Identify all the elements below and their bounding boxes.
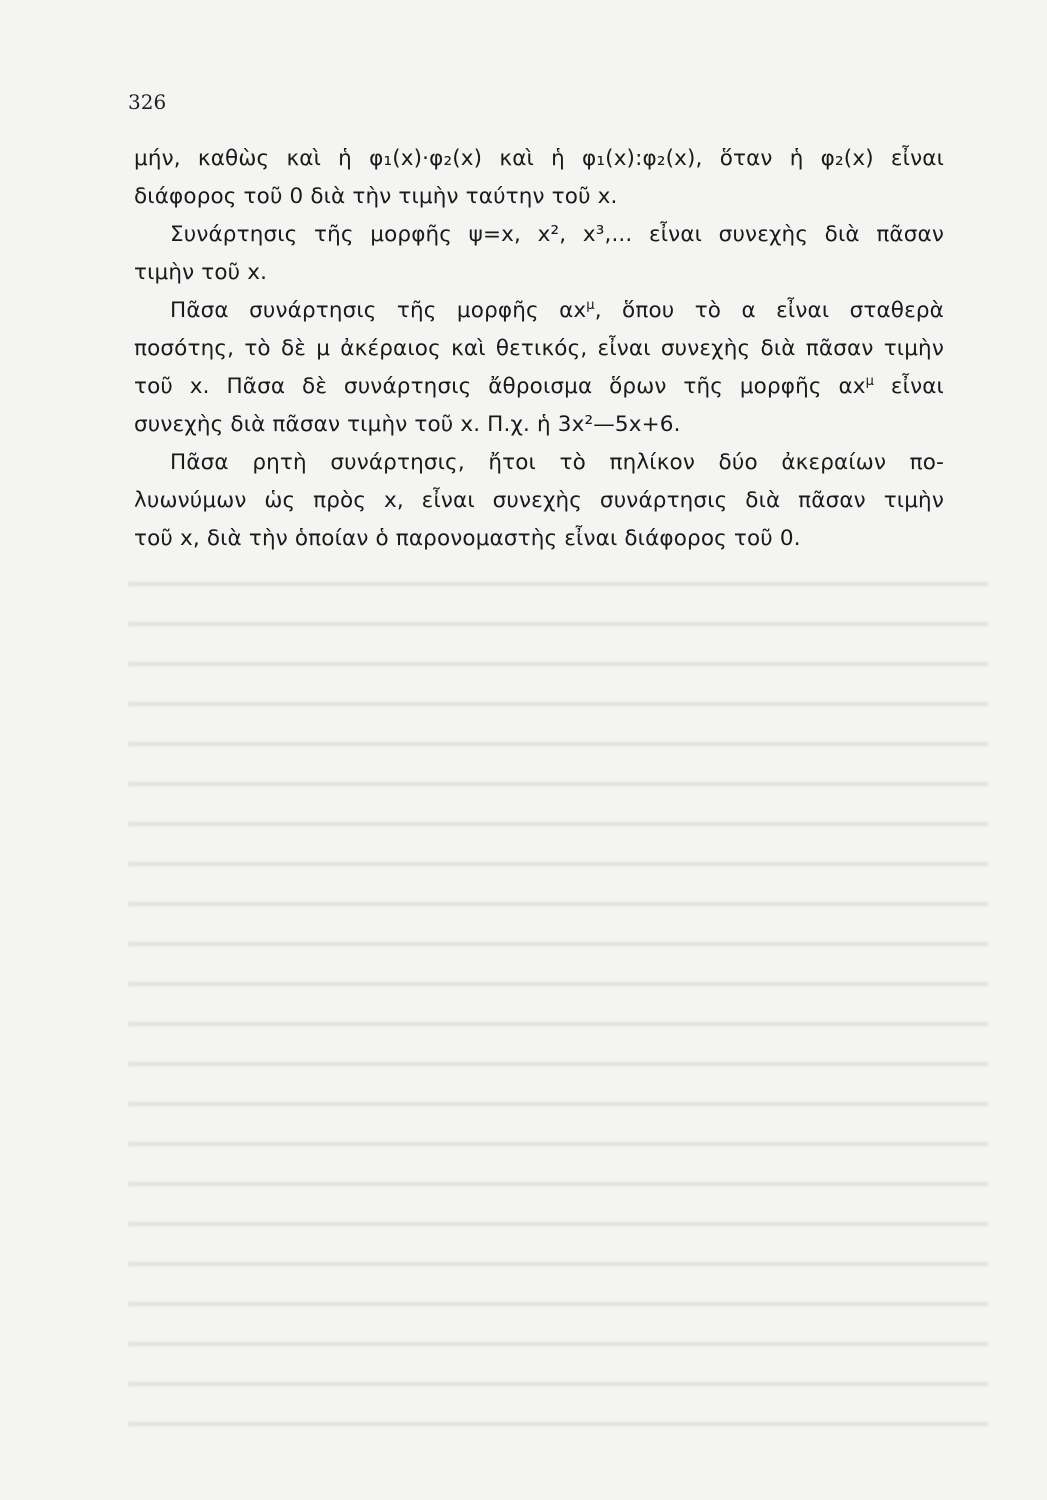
text-line: λυωνύμων ὡς πρὸς x, εἶναι συνεχὴς συνάρτησις διὰ πᾶσαν τιμὴν — [134, 488, 944, 513]
text-line: Πᾶσα ρητὴ συνάρτησις, ἤτοι τὸ πηλίκον δύο ἀκεραίων πο- — [170, 450, 944, 475]
show-through-background — [128, 560, 988, 1460]
text-line: τιμὴν τοῦ x. — [134, 260, 268, 285]
text-line: ποσότης, τὸ δὲ μ ἀκέραιος καὶ θετικός, εἶναι συνεχὴς διὰ πᾶσαν τιμὴν — [134, 336, 944, 361]
text-line: Συνάρτησις τῆς μορφῆς ψ=x, x², x³,... εἶναι συνεχὴς διὰ πᾶσαν — [170, 222, 944, 247]
text-line: διάφορος τοῦ 0 διὰ τὴν τιμὴν ταύτην τοῦ x. — [134, 184, 618, 209]
text-line: μήν, καθὼς καὶ ἡ φ₁(x)·φ₂(x) καὶ ἡ φ₁(x):φ₂(x), ὅταν ἡ φ₂(x) εἶναι — [134, 146, 944, 171]
text-line: συνεχὴς διὰ πᾶσαν τιμὴν τοῦ x. Π.χ. ἡ 3x²—5x+6. — [134, 412, 681, 437]
text-line: τοῦ x, διὰ τὴν ὁποίαν ὁ παρονομαστὴς εἶναι διάφορος τοῦ 0. — [134, 526, 801, 551]
page-number: 326 — [128, 90, 167, 114]
text-line: Πᾶσα συνάρτησις τῆς μορφῆς $\alpha x^\mu$, ὅπου τὸ α εἶναι σταθερὰ — [170, 297, 944, 323]
body-text — [134, 140, 944, 558]
text-line: τοῦ x. Πᾶσα δὲ συνάρτησις ἄθροισμα ὅρων τῆς μορφῆς $\alpha x^\mu$ εἶναι — [134, 373, 944, 399]
